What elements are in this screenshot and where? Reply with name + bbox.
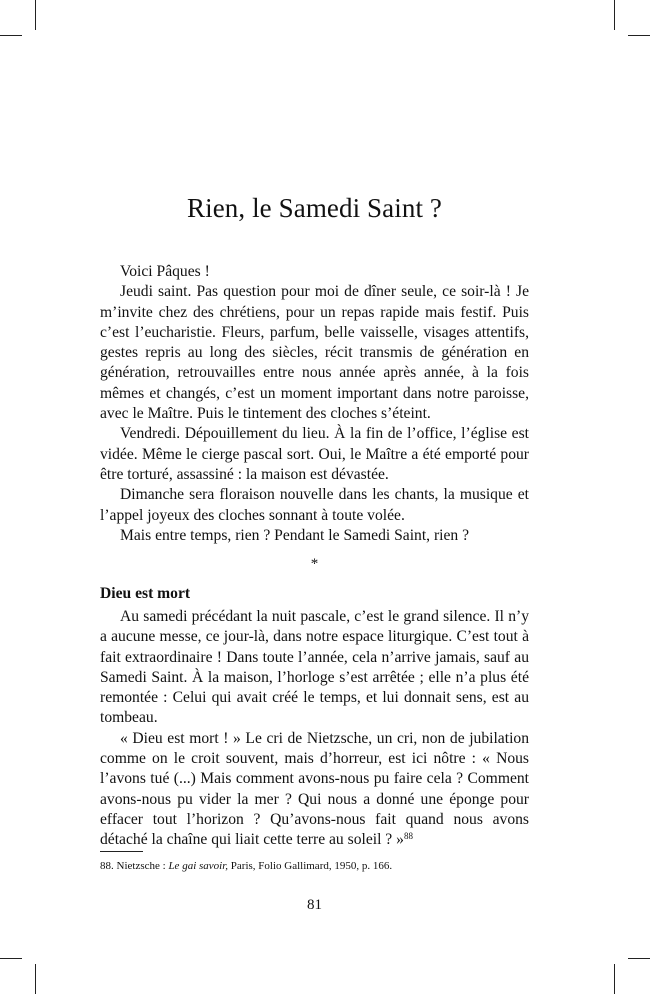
paragraph: Au samedi précédant la nuit pascale, c’est le grand silence. Il n’y a aucune messe, ce jour-là, dans notre espace liturgique. C’est tout à fait extraordinaire ! Dans toute l’année, cela n’arrive jamais, sauf au Samedi Saint. À la maison, l’horloge s’est arrêtée ; elle n’a plus été remontée : Celui qui avait créé le temps, et lui donnait sens, est au tombeau. — [100, 608, 529, 727]
footnote-details: Paris, Folio Gallimard, 1950, p. 166. — [228, 860, 393, 872]
crop-mark-top-right-horizontal — [628, 35, 650, 36]
paragraph: Dimanche sera floraison nouvelle dans les chants, la musique et l’appel joyeux des cloches sonnant à toute volée. — [100, 486, 529, 524]
footnote-rule — [100, 851, 143, 852]
section-separator: * — [310, 556, 319, 572]
chapter-title: Rien, le Samedi Saint ? — [186, 193, 442, 223]
crop-mark-top-left-horizontal — [0, 35, 22, 36]
page-number: 81 — [307, 897, 322, 913]
crop-mark-top-left-vertical — [35, 0, 36, 30]
footnote-work-title: Le gai savoir, — [168, 860, 229, 872]
crop-mark-bottom-right-vertical — [614, 964, 615, 994]
paragraph-text: « Dieu est mort ! » Le cri de Nietzsche, un cri, non de jubilation comme on le croit souvent, mais d’horreur, est ici nôtre : « Nous l’avons tué (...) Mais comment avons-nous pu faire cela ? Comment avons-nous pu vider la mer ? Qui nous a donné une éponge pour effacer tout l’horizon ? Qu’avons-nous fait quand nous avons détaché la chaîne qui liait cette terre au soleil ? » — [100, 729, 529, 849]
footnote-prefix: 88. Nietzsche : — [100, 860, 169, 872]
crop-mark-bottom-right-horizontal — [628, 958, 650, 959]
footnote — [100, 859, 392, 873]
crop-mark-bottom-left-vertical — [35, 964, 36, 994]
paragraph: Jeudi saint. Pas question pour moi de dîner seule, ce soir-là ! Je m’invite chez des chrétiens, pour un repas rapide mais festif. Puis c’est l’eucharistie. Fleurs, parfum, belle vaisselle, visages attentifs, gestes repris au long des siècles, récit transmis de génération en génération, retrouvailles entre nous année après année, à la fois mêmes et changés, c’est un moment important dans notre paroisse, avec le Maître. Puis le tintement des cloches s’éteint. — [100, 283, 529, 423]
paragraph: Voici Pâques ! — [120, 263, 210, 280]
crop-mark-bottom-left-horizontal — [0, 958, 22, 959]
paragraph — [100, 729, 529, 851]
paragraph: Mais entre temps, rien ? Pendant le Samedi Saint, rien ? — [120, 526, 470, 544]
section-heading: Dieu est mort — [100, 585, 191, 602]
section-dieu-est-mort — [100, 607, 529, 851]
footnote-reference: 88 — [403, 831, 413, 842]
section-intro — [100, 262, 529, 546]
crop-mark-top-right-vertical — [614, 0, 615, 30]
paragraph: Vendredi. Dépouillement du lieu. À la fin de l’office, l’église est vidée. Même le cierge pascal sort. Oui, le Maître a été emporté pour être torturé, assassiné : la maison est dévastée. — [100, 425, 529, 483]
